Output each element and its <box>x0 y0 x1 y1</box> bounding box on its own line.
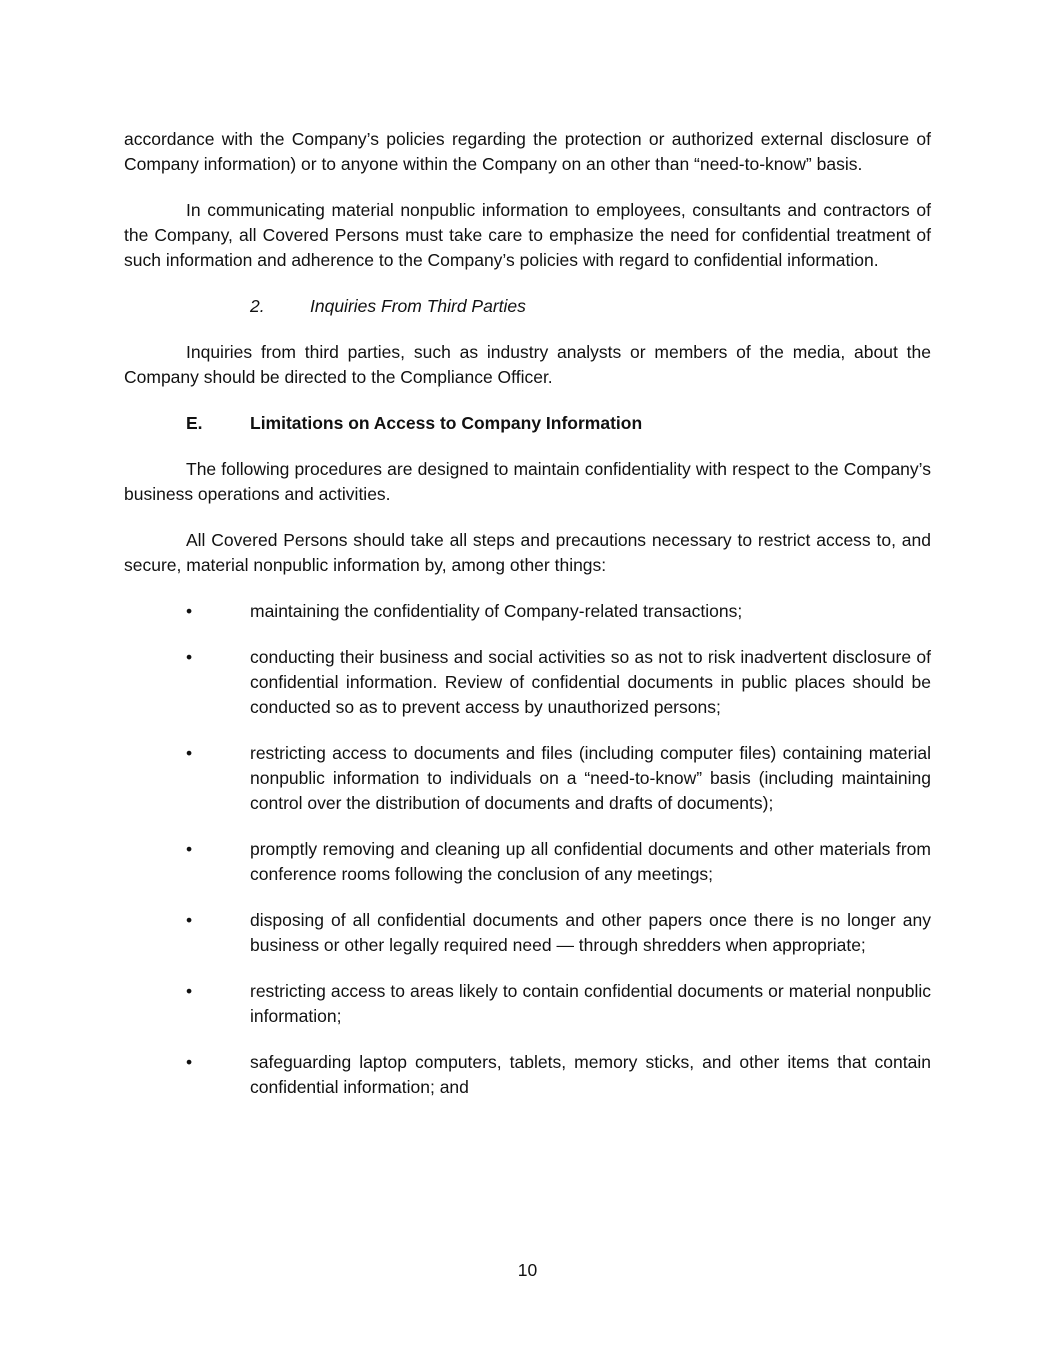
list-item-text: maintaining the confidentiality of Company-related transactions; <box>250 601 743 621</box>
subheading-number: 2. <box>250 296 265 316</box>
paragraph-continuation: accordance with the Company’s policies regarding the protection or authorized external disclosure of Company information) or to anyone within the Company on an other than “need-to-know” basis. <box>124 129 931 174</box>
bullet-icon: • <box>186 743 193 763</box>
bullet-icon: • <box>186 910 193 930</box>
paragraph-procedures: The following procedures are designed to maintain confidentiality with respect to the Company’s business operations and activities. <box>124 459 931 504</box>
subheading-label: Inquiries From Third Parties <box>310 296 526 316</box>
page-number: 10 <box>517 1260 538 1280</box>
list-item-text: conducting their business and social activities so as not to risk inadvertent disclosure of confidential information. Review of confidential documents in public places should be conducted so as to prevent access by unauthorized persons; <box>250 647 931 717</box>
list-item <box>124 908 931 958</box>
list-item-text: promptly removing and cleaning up all confidential documents and other materials from conference rooms following the conclusion of any meetings; <box>250 839 931 884</box>
paragraph-inquiries: Inquiries from third parties, such as industry analysts or members of the media, about the Company should be directed to the Compliance Officer. <box>124 342 931 387</box>
bullet-icon: • <box>186 981 193 1001</box>
list-item <box>124 1050 931 1100</box>
document-body <box>124 127 931 1121</box>
list-item-text: restricting access to areas likely to contain confidential documents or material nonpublic information; <box>250 981 931 1026</box>
paragraph-communicating: In communicating material nonpublic information to employees, consultants and contractors of the Company, all Covered Persons must take care to emphasize the need for confidential treatment of such information and adherence to the Company’s policies with regard to confidential information. <box>124 200 931 270</box>
list-item-text: restricting access to documents and files (including computer files) containing material nonpublic information to individuals on a “need-to-know” basis (including maintaining control over the distribution of documents and drafts of documents); <box>250 743 931 813</box>
list-item-text: safeguarding laptop computers, tablets, memory sticks, and other items that contain confidential information; and <box>250 1052 931 1097</box>
bullet-list <box>124 599 931 1100</box>
list-item-text: disposing of all confidential documents and other papers once there is no longer any business or other legally required need — through shredders when appropriate; <box>250 910 931 955</box>
subheading-inquiries <box>124 294 931 319</box>
bullet-icon: • <box>186 1052 193 1072</box>
list-item <box>124 837 931 887</box>
bullet-icon: • <box>186 839 193 859</box>
bullet-icon: • <box>186 647 193 667</box>
list-item <box>124 741 931 816</box>
section-heading-limitations <box>124 411 931 436</box>
list-item <box>124 645 931 720</box>
list-item <box>124 979 931 1029</box>
section-heading-letter: E. <box>186 413 203 433</box>
bullet-icon: • <box>186 601 193 621</box>
section-heading-label: Limitations on Access to Company Information <box>250 413 643 433</box>
paragraph-covered-persons: All Covered Persons should take all steps and precautions necessary to restrict access to, and secure, material nonpublic information by, among other things: <box>124 530 931 575</box>
list-item <box>124 599 931 624</box>
